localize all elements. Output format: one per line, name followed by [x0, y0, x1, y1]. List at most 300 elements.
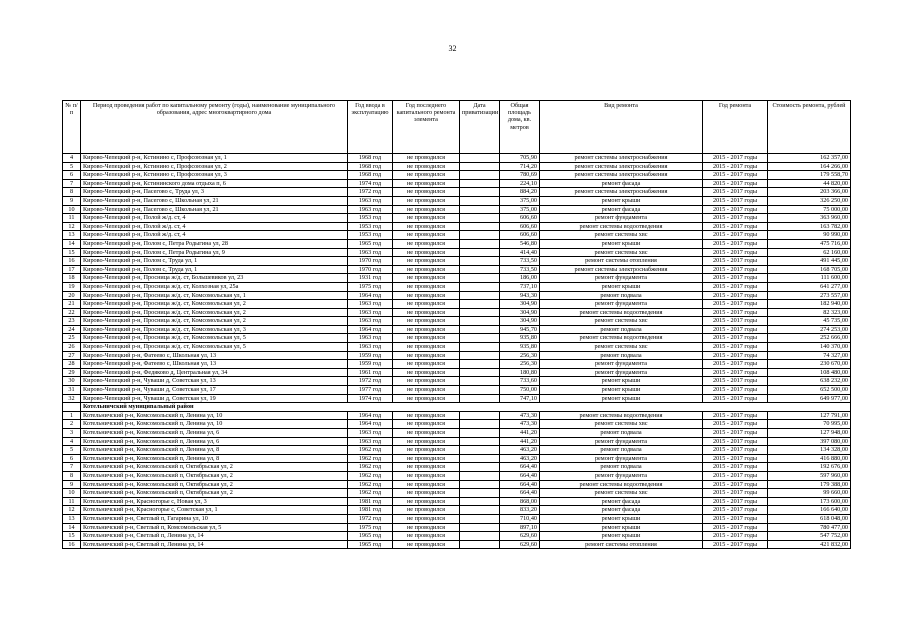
row-privatization — [460, 308, 500, 317]
row-repair-type: ремонт системы водоотведения — [540, 411, 703, 420]
row-cost: 164 266,00 — [768, 162, 851, 171]
row-last-repair: не проводился — [393, 162, 460, 171]
row-repair-type: ремонт системы электроснабжения — [540, 154, 703, 163]
table-row — [63, 454, 851, 463]
row-number: 3 — [63, 429, 81, 438]
row-year-built: 1963 год — [348, 343, 393, 352]
row-year-built: 1972 год — [348, 514, 393, 523]
row-cost: 45 735,00 — [768, 317, 851, 326]
row-cost: 179 388,00 — [768, 480, 851, 489]
row-area: 304,90 — [500, 300, 540, 309]
table-row — [63, 188, 851, 197]
row-area: 945,70 — [500, 325, 540, 334]
row-year-built: 1953 год — [348, 214, 393, 223]
row-last-repair: не проводился — [393, 179, 460, 188]
row-privatization — [460, 514, 500, 523]
row-year-built: 1959 год — [348, 360, 393, 369]
row-area: 304,90 — [500, 317, 540, 326]
row-last-repair: не проводился — [393, 205, 460, 214]
table-row — [63, 351, 851, 360]
row-area: 664,40 — [500, 471, 540, 480]
row-year-built: 1964 год — [348, 420, 393, 429]
row-number: 7 — [63, 463, 81, 472]
row-year-built: 1963 год — [348, 317, 393, 326]
row-cost: 274 253,00 — [768, 325, 851, 334]
row-privatization — [460, 214, 500, 223]
row-area: 833,20 — [500, 506, 540, 515]
row-privatization — [460, 162, 500, 171]
row-privatization — [460, 368, 500, 377]
header-year-built: Год ввода в эксплуатацию — [348, 101, 393, 154]
row-number: 10 — [63, 205, 81, 214]
row-last-repair: не проводился — [393, 291, 460, 300]
row-privatization — [460, 471, 500, 480]
row-cost: 74 327,00 — [768, 351, 851, 360]
row-repair-year: 2015 - 2017 годы — [703, 540, 768, 549]
row-repair-type: ремонт фундамента — [540, 214, 703, 223]
row-privatization — [460, 420, 500, 429]
row-year-built: 1968 год — [348, 171, 393, 180]
row-repair-year: 2015 - 2017 годы — [703, 523, 768, 532]
row-area: 441,20 — [500, 437, 540, 446]
row-address: Кирово-Чепецкий р-н, Чуваши д, Советская ул, 17 — [81, 386, 348, 395]
row-number: 22 — [63, 308, 81, 317]
row-last-repair: не проводился — [393, 154, 460, 163]
row-repair-year: 2015 - 2017 годы — [703, 265, 768, 274]
row-last-repair: не проводился — [393, 214, 460, 223]
row-number: 25 — [63, 334, 81, 343]
row-repair-type: ремонт фасада — [540, 506, 703, 515]
row-number: 13 — [63, 514, 81, 523]
row-repair-year: 2015 - 2017 годы — [703, 454, 768, 463]
row-last-repair: не проводился — [393, 334, 460, 343]
row-number: 16 — [63, 540, 81, 549]
row-privatization — [460, 282, 500, 291]
row-cost: 649 977,00 — [768, 394, 851, 403]
row-number: 29 — [63, 368, 81, 377]
row-year-built: 1975 год — [348, 523, 393, 532]
row-last-repair: не проводился — [393, 248, 460, 257]
row-repair-year: 2015 - 2017 годы — [703, 154, 768, 163]
row-area: 256,30 — [500, 351, 540, 360]
row-address: Кирово-Чепецкий р-н, Просница ж/д. ст, Комсомольская ул, 2 — [81, 300, 348, 309]
row-repair-type: ремонт крыши — [540, 239, 703, 248]
row-address: Кирово-Чепецкий р-н, Полом с, Труда ул, 1 — [81, 265, 348, 274]
row-year-built: 1972 год — [348, 188, 393, 197]
row-area: 714,20 — [500, 162, 540, 171]
row-address: Кирово-Чепецкий р-н, Чуваши д, Советская ул, 19 — [81, 394, 348, 403]
row-year-built: 1970 год — [348, 265, 393, 274]
row-repair-year: 2015 - 2017 годы — [703, 205, 768, 214]
row-privatization — [460, 489, 500, 498]
row-address: Котельничский р-н, Комсомольский п, Октябрьская ул, 2 — [81, 471, 348, 480]
row-cost: 140 370,00 — [768, 343, 851, 352]
row-cost: 127 948,00 — [768, 429, 851, 438]
row-number: 18 — [63, 274, 81, 283]
row-area: 473,30 — [500, 411, 540, 420]
row-address: Кирово-Чепецкий р-н, Просница ж/д. ст, Большевиков ул, 23 — [81, 274, 348, 283]
row-address: Кирово-Чепецкий р-н, Просница ж/д. ст, Комсомольская ул, 2 — [81, 317, 348, 326]
row-privatization — [460, 351, 500, 360]
row-number: 26 — [63, 343, 81, 352]
table-row — [63, 446, 851, 455]
row-repair-type: ремонт системы водоотведения — [540, 308, 703, 317]
row-privatization — [460, 506, 500, 515]
row-privatization — [460, 343, 500, 352]
row-privatization — [460, 437, 500, 446]
row-repair-type: ремонт фасада — [540, 179, 703, 188]
row-number: 15 — [63, 532, 81, 541]
row-address: Котельничский р-н, Комсомольский п, Ленина ул, 8 — [81, 454, 348, 463]
row-repair-type: ремонт системы водоотведения — [540, 480, 703, 489]
table-row — [63, 480, 851, 489]
row-repair-type: ремонт системы хвс — [540, 489, 703, 498]
row-repair-type: ремонт крыши — [540, 523, 703, 532]
row-repair-year: 2015 - 2017 годы — [703, 257, 768, 266]
row-address: Кирово-Чепецкий р-н, Кстинино с, Профсоюзная ул, 2 — [81, 162, 348, 171]
row-year-built: 1963 год — [348, 196, 393, 205]
row-privatization — [460, 480, 500, 489]
row-year-built: 1975 год — [348, 282, 393, 291]
table-row — [63, 222, 851, 231]
row-area: 935,80 — [500, 334, 540, 343]
row-last-repair: не проводился — [393, 343, 460, 352]
row-year-built: 1964 год — [348, 325, 393, 334]
header-area: Общая площадь дома, кв. метров — [500, 101, 540, 154]
row-repair-type: ремонт фундамента — [540, 437, 703, 446]
row-repair-type: ремонт крыши — [540, 514, 703, 523]
row-area: 375,00 — [500, 196, 540, 205]
row-number: 21 — [63, 300, 81, 309]
row-repair-type: ремонт фундамента — [540, 454, 703, 463]
row-number: 6 — [63, 454, 81, 463]
row-year-built: 1972 год — [348, 377, 393, 386]
row-last-repair: не проводился — [393, 489, 460, 498]
table-row — [63, 368, 851, 377]
row-repair-type: ремонт системы электроснабжения — [540, 171, 703, 180]
row-repair-year: 2015 - 2017 годы — [703, 463, 768, 472]
row-year-built: 1965 год — [348, 540, 393, 549]
row-privatization — [460, 446, 500, 455]
row-cost: 780 477,00 — [768, 523, 851, 532]
row-last-repair: не проводился — [393, 497, 460, 506]
row-last-repair: не проводился — [393, 540, 460, 549]
row-repair-type: ремонт системы электроснабжения — [540, 188, 703, 197]
row-number: 4 — [63, 154, 81, 163]
row-area: 897,10 — [500, 523, 540, 532]
table-row — [63, 171, 851, 180]
row-repair-type: ремонт системы хвс — [540, 317, 703, 326]
row-privatization — [460, 463, 500, 472]
row-address: Котельничский р-н, Красногорье с, Новая ул, 3 — [81, 497, 348, 506]
row-cost: 163 782,00 — [768, 222, 851, 231]
row-cost: 70 995,00 — [768, 420, 851, 429]
row-repair-year: 2015 - 2017 годы — [703, 325, 768, 334]
table-row — [63, 317, 851, 326]
table-row — [63, 196, 851, 205]
row-repair-type: ремонт подвала — [540, 446, 703, 455]
row-year-built: 1981 год — [348, 506, 393, 515]
row-year-built: 1962 год — [348, 463, 393, 472]
row-repair-year: 2015 - 2017 годы — [703, 480, 768, 489]
header-privatization: Дата приватизации — [460, 101, 500, 154]
row-privatization — [460, 532, 500, 541]
row-number: 12 — [63, 222, 81, 231]
row-cost: 618 048,00 — [768, 514, 851, 523]
table-row — [63, 214, 851, 223]
section-number-cell — [63, 403, 81, 412]
table-row — [63, 540, 851, 549]
row-last-repair: не проводился — [393, 532, 460, 541]
row-last-repair: не проводился — [393, 386, 460, 395]
row-repair-type: ремонт фасада — [540, 205, 703, 214]
table-row — [63, 420, 851, 429]
row-area: 606,60 — [500, 231, 540, 240]
row-area: 473,30 — [500, 420, 540, 429]
row-repair-type: ремонт системы отопления — [540, 257, 703, 266]
row-privatization — [460, 196, 500, 205]
row-repair-type: ремонт системы отопления — [540, 540, 703, 549]
row-privatization — [460, 386, 500, 395]
row-last-repair: не проводился — [393, 257, 460, 266]
row-year-built: 1963 год — [348, 205, 393, 214]
row-cost: 173 600,00 — [768, 497, 851, 506]
row-address: Котельничский р-н, Комсомольский п, Ленина ул, 10 — [81, 411, 348, 420]
row-area: 664,40 — [500, 480, 540, 489]
row-repair-year: 2015 - 2017 годы — [703, 429, 768, 438]
row-repair-year: 2015 - 2017 годы — [703, 437, 768, 446]
row-year-built: 1964 год — [348, 411, 393, 420]
table-row — [63, 334, 851, 343]
header-repair-type: Вид ремонта — [540, 101, 703, 154]
row-address: Кирово-Чепецкий р-н, Просница ж/д. ст, Комсомольская ул, 5 — [81, 343, 348, 352]
row-year-built: 1963 год — [348, 334, 393, 343]
row-address: Кирово-Чепецкий р-н, Просница ж/д. ст, Колхозная ул, 25а — [81, 282, 348, 291]
row-cost: 397 080,00 — [768, 437, 851, 446]
row-cost: 182 940,00 — [768, 300, 851, 309]
row-address: Котельничский р-н, Светлый п, Комсомольская ул, 5 — [81, 523, 348, 532]
row-address: Кирово-Чепецкий р-н, Полой ж/д. ст, 4 — [81, 231, 348, 240]
row-year-built: 1965 год — [348, 239, 393, 248]
row-address: Кирово-Чепецкий р-н, Полом с, Труда ул, 1 — [81, 257, 348, 266]
row-repair-year: 2015 - 2017 годы — [703, 248, 768, 257]
row-last-repair: не проводился — [393, 196, 460, 205]
table-header-row — [63, 101, 851, 154]
row-area: 463,20 — [500, 446, 540, 455]
row-last-repair: не проводился — [393, 274, 460, 283]
row-area: 884,20 — [500, 188, 540, 197]
row-year-built: 1977 год — [348, 386, 393, 395]
row-last-repair: не проводился — [393, 351, 460, 360]
row-year-built: 1961 год — [348, 368, 393, 377]
row-address: Кирово-Чепецкий р-н, Кстинино с, Профсоюзная ул, 3 — [81, 171, 348, 180]
row-area: 935,80 — [500, 343, 540, 352]
row-area: 186,00 — [500, 274, 540, 283]
row-cost: 62 160,00 — [768, 248, 851, 257]
row-privatization — [460, 429, 500, 438]
row-repair-type: ремонт фундамента — [540, 471, 703, 480]
row-repair-year: 2015 - 2017 годы — [703, 196, 768, 205]
row-last-repair: не проводился — [393, 317, 460, 326]
row-last-repair: не проводился — [393, 463, 460, 472]
row-year-built: 1963 год — [348, 300, 393, 309]
table-row — [63, 300, 851, 309]
page-number: 32 — [448, 44, 457, 53]
row-area: 629,60 — [500, 532, 540, 541]
row-repair-type: ремонт подвала — [540, 463, 703, 472]
row-repair-year: 2015 - 2017 годы — [703, 420, 768, 429]
row-repair-type: ремонт системы хвс — [540, 248, 703, 257]
row-privatization — [460, 239, 500, 248]
row-year-built: 1964 год — [348, 291, 393, 300]
row-last-repair: не проводился — [393, 265, 460, 274]
row-year-built: 1970 год — [348, 257, 393, 266]
row-address: Кирово-Чепецкий р-н, Кстинино с, Профсоюзная ул, 1 — [81, 154, 348, 163]
row-privatization — [460, 231, 500, 240]
row-year-built: 1962 год — [348, 454, 393, 463]
repair-table — [62, 100, 851, 549]
row-last-repair: не проводился — [393, 360, 460, 369]
row-repair-year: 2015 - 2017 годы — [703, 497, 768, 506]
row-number: 28 — [63, 360, 81, 369]
table-row — [63, 394, 851, 403]
row-last-repair: не проводился — [393, 420, 460, 429]
row-year-built: 1953 год — [348, 231, 393, 240]
row-area: 780,69 — [500, 171, 540, 180]
row-address: Кирово-Чепецкий р-н, Пасегово с, Труда ул, 3 — [81, 188, 348, 197]
row-repair-year: 2015 - 2017 годы — [703, 214, 768, 223]
row-area: 710,40 — [500, 514, 540, 523]
row-cost: 326 250,00 — [768, 196, 851, 205]
row-privatization — [460, 300, 500, 309]
row-privatization — [460, 265, 500, 274]
row-area: 441,20 — [500, 429, 540, 438]
table-row — [63, 506, 851, 515]
table-row — [63, 514, 851, 523]
row-year-built: 1959 год — [348, 351, 393, 360]
row-address: Кирово-Чепецкий р-н, Пасегово с, Школьная ул, 21 — [81, 196, 348, 205]
row-address: Кирово-Чепецкий р-н, Федяково д, Центральная ул, 34 — [81, 368, 348, 377]
row-repair-type: ремонт системы электроснабжения — [540, 162, 703, 171]
row-last-repair: не проводился — [393, 437, 460, 446]
row-privatization — [460, 205, 500, 214]
row-year-built: 1974 год — [348, 179, 393, 188]
row-repair-type: ремонт подвала — [540, 429, 703, 438]
row-repair-type: ремонт системы хвс — [540, 420, 703, 429]
row-repair-year: 2015 - 2017 годы — [703, 162, 768, 171]
row-number: 11 — [63, 497, 81, 506]
row-number: 19 — [63, 282, 81, 291]
row-repair-type: ремонт системы хвс — [540, 343, 703, 352]
row-area: 664,40 — [500, 463, 540, 472]
row-repair-type: ремонт подвала — [540, 325, 703, 334]
table-row — [63, 205, 851, 214]
row-privatization — [460, 257, 500, 266]
row-number: 17 — [63, 265, 81, 274]
section-row — [63, 403, 851, 412]
table-row — [63, 231, 851, 240]
row-last-repair: не проводился — [393, 222, 460, 231]
row-area: 737,10 — [500, 282, 540, 291]
row-privatization — [460, 171, 500, 180]
table-row — [63, 411, 851, 420]
row-privatization — [460, 291, 500, 300]
row-area: 733,50 — [500, 265, 540, 274]
row-repair-year: 2015 - 2017 годы — [703, 394, 768, 403]
row-number: 23 — [63, 317, 81, 326]
row-privatization — [460, 377, 500, 386]
row-address: Котельничский р-н, Комсомольский п, Ленина ул, 10 — [81, 420, 348, 429]
row-repair-year: 2015 - 2017 годы — [703, 274, 768, 283]
row-cost: 134 328,00 — [768, 446, 851, 455]
row-number: 11 — [63, 214, 81, 223]
row-repair-type: ремонт крыши — [540, 532, 703, 541]
row-cost: 90 990,00 — [768, 231, 851, 240]
row-repair-year: 2015 - 2017 годы — [703, 171, 768, 180]
row-address: Кирово-Чепецкий р-н, Чуваши д, Советская ул, 13 — [81, 377, 348, 386]
row-number: 6 — [63, 171, 81, 180]
row-last-repair: не проводился — [393, 377, 460, 386]
row-last-repair: не проводился — [393, 506, 460, 515]
row-cost: 547 752,00 — [768, 532, 851, 541]
row-repair-type: ремонт фундамента — [540, 360, 703, 369]
row-number: 10 — [63, 489, 81, 498]
row-address: Котельничский р-н, Комсомольский п, Ленина ул, 6 — [81, 437, 348, 446]
row-repair-type: ремонт крыши — [540, 386, 703, 395]
row-address: Котельничский р-н, Комсомольский п, Октябрьская ул, 2 — [81, 463, 348, 472]
row-last-repair: не проводился — [393, 239, 460, 248]
row-area: 180,80 — [500, 368, 540, 377]
table-row — [63, 386, 851, 395]
row-repair-year: 2015 - 2017 годы — [703, 291, 768, 300]
row-repair-year: 2015 - 2017 годы — [703, 351, 768, 360]
table-row — [63, 532, 851, 541]
row-area: 256,30 — [500, 360, 540, 369]
row-last-repair: не проводился — [393, 523, 460, 532]
row-number: 30 — [63, 377, 81, 386]
row-repair-type: ремонт фундамента — [540, 300, 703, 309]
row-number: 5 — [63, 446, 81, 455]
row-number: 13 — [63, 231, 81, 240]
row-cost: 475 716,00 — [768, 239, 851, 248]
row-privatization — [460, 154, 500, 163]
row-address: Кирово-Чепецкий р-н, Пасегово с, Школьная ул, 21 — [81, 205, 348, 214]
row-repair-type: ремонт системы водоотведения — [540, 334, 703, 343]
row-cost: 203 366,00 — [768, 188, 851, 197]
row-area: 943,30 — [500, 291, 540, 300]
row-privatization — [460, 274, 500, 283]
row-cost: 416 880,00 — [768, 454, 851, 463]
row-number: 5 — [63, 162, 81, 171]
row-address: Кирово-Чепецкий р-н, Кстининского дома отдыха п, 6 — [81, 179, 348, 188]
row-repair-year: 2015 - 2017 годы — [703, 532, 768, 541]
row-cost: 641 277,00 — [768, 282, 851, 291]
row-address: Кирово-Чепецкий р-н, Просница ж/д. ст, Комсомольская ул, 3 — [81, 325, 348, 334]
row-cost: 597 960,00 — [768, 471, 851, 480]
row-number: 31 — [63, 386, 81, 395]
row-repair-type: ремонт фундамента — [540, 368, 703, 377]
row-repair-type: ремонт крыши — [540, 196, 703, 205]
row-repair-type: ремонт крыши — [540, 377, 703, 386]
row-year-built: 1963 год — [348, 308, 393, 317]
row-repair-year: 2015 - 2017 годы — [703, 308, 768, 317]
row-address: Кирово-Чепецкий р-н, Полой ж/д. ст, 4 — [81, 222, 348, 231]
table-row — [63, 291, 851, 300]
row-address: Котельничский р-н, Комсомольский п, Октябрьская ул, 2 — [81, 489, 348, 498]
row-cost: 652 500,00 — [768, 386, 851, 395]
row-address: Кирово-Чепецкий р-н, Полом с, Петра Родыгина ул, 28 — [81, 239, 348, 248]
table-row — [63, 308, 851, 317]
